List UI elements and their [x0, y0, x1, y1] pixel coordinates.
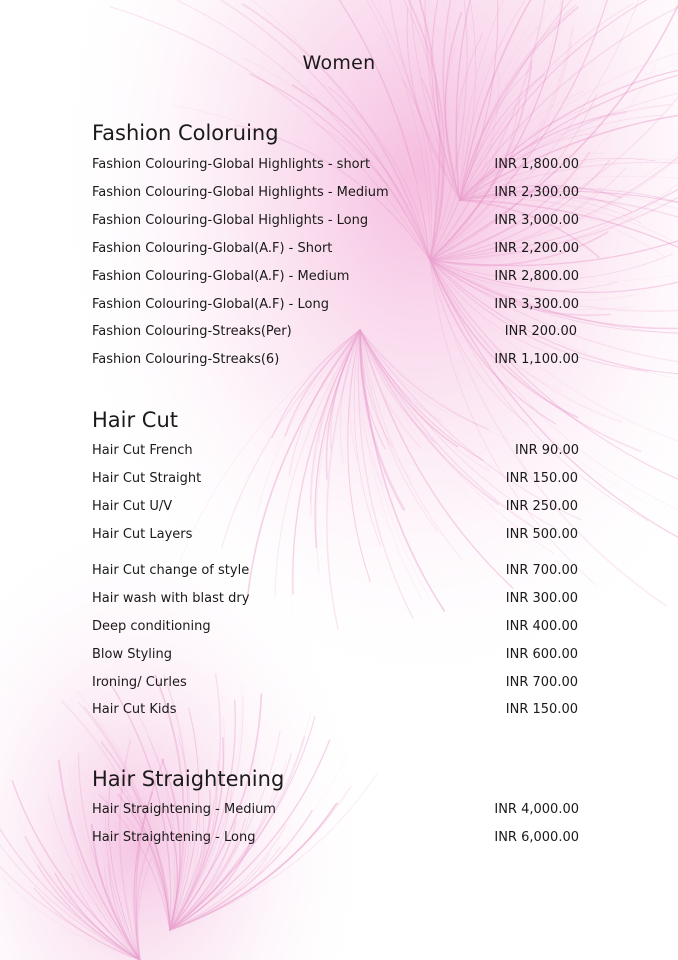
service-price: INR 1,100.00	[494, 352, 579, 367]
service-name: Hair wash with blast dry	[92, 591, 250, 606]
price-row	[92, 350, 579, 370]
price-row	[92, 441, 579, 461]
service-name: Hair Straightening - Long	[92, 830, 256, 845]
section-title-hair-straightening: Hair Straightening	[92, 767, 285, 791]
service-price: INR 6,000.00	[494, 830, 579, 845]
service-price: INR 4,000.00	[494, 802, 579, 817]
service-name: Fashion Colouring-Global(A.F) - Long	[92, 297, 329, 312]
service-price: INR 150.00	[505, 702, 578, 717]
service-name: Fashion Colouring-Streaks(6)	[92, 352, 280, 367]
service-name: Blow Styling	[92, 647, 173, 662]
price-row	[92, 525, 579, 545]
price-row	[92, 322, 579, 342]
price-row	[92, 497, 579, 517]
service-name: Fashion Colouring-Global Highlights - short	[92, 157, 371, 172]
service-price: INR 600.00	[505, 647, 578, 662]
service-name: Hair Cut U/V	[92, 499, 173, 514]
price-row	[92, 645, 579, 665]
service-price: INR 300.00	[505, 591, 578, 606]
service-price: INR 2,800.00	[494, 269, 579, 284]
service-name: Fashion Colouring-Global(A.F) - Medium	[92, 269, 350, 284]
service-name: Fashion Colouring-Global Highlights - Medium	[92, 185, 389, 200]
price-row	[92, 267, 579, 287]
price-row	[92, 155, 579, 175]
service-name: Hair Cut Kids	[92, 702, 177, 717]
service-price: INR 500.00	[505, 527, 578, 542]
section-title-hair-cut: Hair Cut	[92, 408, 179, 432]
service-price: INR 3,000.00	[494, 213, 579, 228]
service-price: INR 250.00	[505, 499, 578, 514]
service-name: Ironing/ Curles	[92, 675, 187, 690]
price-row	[92, 828, 579, 848]
page-title: Women	[302, 52, 376, 74]
service-name: Deep conditioning	[92, 619, 211, 634]
price-row	[92, 589, 579, 609]
price-row	[92, 183, 579, 203]
service-name: Fashion Colouring-Streaks(Per)	[92, 324, 292, 339]
price-row	[92, 673, 579, 693]
service-price: INR 700.00	[505, 675, 578, 690]
service-name: Hair Cut Layers	[92, 527, 193, 542]
service-name: Hair Cut French	[92, 443, 193, 458]
price-row	[92, 239, 579, 259]
service-price: INR 1,800.00	[494, 157, 579, 172]
service-name: Hair Cut change of style	[92, 563, 250, 578]
section-title-fashion-colouring: Fashion Coloruing	[92, 121, 279, 145]
service-name: Fashion Colouring-Global Highlights - Long	[92, 213, 369, 228]
service-price: INR 90.00	[515, 443, 579, 458]
service-price: INR 3,300.00	[494, 297, 579, 312]
service-price: INR 400.00	[505, 619, 578, 634]
service-name: Hair Cut Straight	[92, 471, 202, 486]
price-row	[92, 469, 579, 489]
price-row	[92, 700, 579, 720]
service-price: INR 700.00	[505, 563, 578, 578]
service-price: INR 2,200.00	[494, 241, 579, 256]
service-name: Hair Straightening - Medium	[92, 802, 276, 817]
price-row	[92, 561, 579, 581]
price-row	[92, 211, 579, 231]
service-price: INR 200.00	[504, 324, 577, 339]
service-price: INR 150.00	[505, 471, 578, 486]
price-row	[92, 800, 579, 820]
service-price: INR 2,300.00	[494, 185, 579, 200]
price-row	[92, 295, 579, 315]
price-row	[92, 617, 579, 637]
service-name: Fashion Colouring-Global(A.F) - Short	[92, 241, 333, 256]
